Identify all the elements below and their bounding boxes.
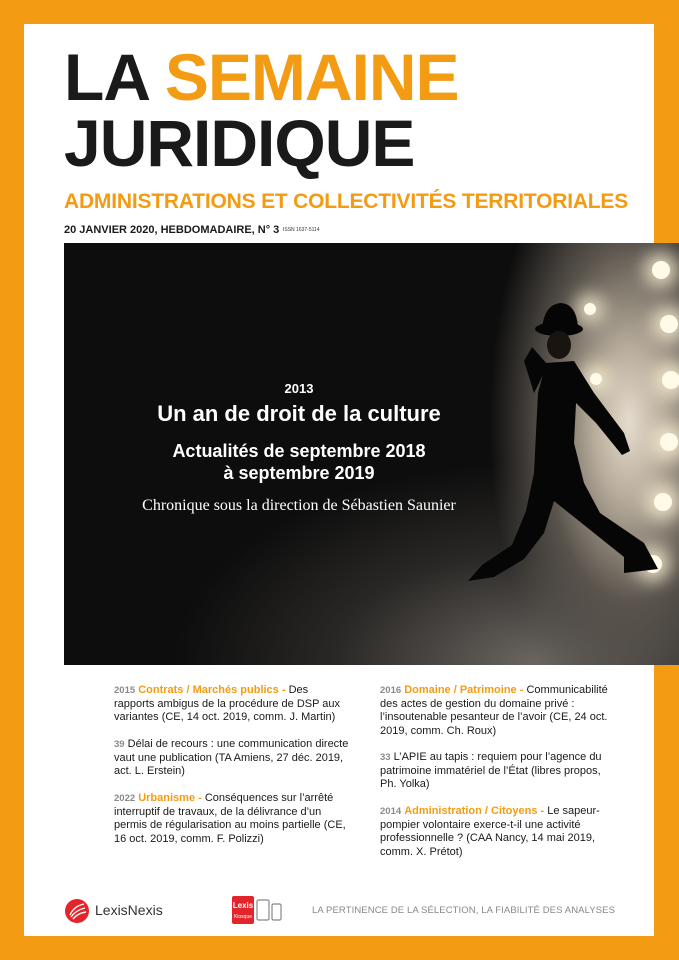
kiosque-top-text: Lexis — [232, 901, 254, 910]
publication-subtitle: ADMINISTRATIONS ET COLLECTIVITÉS TERRITORIALES — [64, 190, 629, 213]
toc-category: Contrats / Marchés publics - — [138, 684, 286, 696]
hero-subtitle-line1: Actualités de septembre 2018 — [172, 441, 426, 461]
toc-number: 2016 — [380, 685, 402, 696]
masthead-juridique: JURIDIQUE — [64, 106, 415, 180]
masthead-la: LA — [64, 40, 148, 114]
hero-title: Un an de droit de la culture — [157, 401, 441, 426]
toc-text: Conséquences sur l’arrêté interruptif de travaux, de la délivrance d’un permis de régularisation au moins partielle (CE, 16 oct. 2019, comm. F. Polizzi) — [114, 792, 346, 845]
toc-text: Le sapeur-pompier volontaire exerce-t-il une activité professionnelle ? (CAA Nancy, 14 mai 2019, comm. X. Prétot) — [380, 805, 600, 858]
toc-number: 2022 — [114, 793, 136, 804]
masthead-semaine: SEMAINE — [164, 40, 459, 114]
toc-number: 2015 — [114, 685, 136, 696]
toc-text: Des rapports ambigus de la procédure de DSP aux variantes (CE, 14 oct. 2019, comm. J. Martin) — [114, 684, 341, 724]
toc-entry[interactable] — [114, 792, 350, 846]
hero-image — [64, 243, 679, 665]
toc-number: 39 — [114, 739, 125, 750]
toc-entry[interactable] — [380, 751, 612, 792]
issue-dateline: 20 JANVIER 2020, HEBDOMADAIRE, N° 3 — [64, 224, 280, 236]
issn-number: ISSN 1637-5114 — [283, 227, 320, 233]
article-number: 2013 — [284, 381, 314, 396]
toc-number: 2014 — [380, 806, 402, 817]
toc-entry[interactable] — [114, 684, 350, 725]
masthead-line1 — [64, 40, 459, 114]
lexis-kiosque-logo — [232, 896, 284, 924]
toc-category: Administration / Citoyens - — [404, 805, 545, 817]
lexisnexis-logo-icon — [64, 898, 90, 924]
toc-text: L’APIE au tapis : requiem pour l’agence du patrimoine immatériel de l’État (libres propos, Ph. Yolka) — [380, 751, 602, 791]
toc-entry[interactable] — [380, 805, 612, 859]
toc-category: Urbanisme - — [138, 792, 202, 804]
toc-entry[interactable] — [380, 684, 612, 738]
kiosque-bottom-text: Kiosque — [233, 914, 253, 920]
lexisnexis-brand: LexisNexis — [95, 902, 163, 918]
hero-chronique: Chronique sous la direction de Sébastien Saunier — [142, 497, 456, 514]
footer-tagline: LA PERTINENCE DE LA SÉLECTION, LA FIABILITÉ DES ANALYSES — [312, 905, 616, 916]
toc-number: 33 — [380, 752, 391, 763]
toc-category: Domaine / Patrimoine - — [404, 684, 524, 696]
hero-subtitle-line2: à septembre 2019 — [223, 463, 375, 483]
toc-entry[interactable] — [114, 738, 350, 779]
toc-text: Communicabilité des actes de gestion du domaine privé : l’insoutenable pesanteur de l’avoir (CE, 24 oct. 2019, comm. Ch. Roux) — [380, 684, 608, 737]
toc-text: Délai de recours : une communication directe vaut une publication (TA Amiens, 27 déc. 2019, act. L. Erstein) — [114, 738, 349, 778]
